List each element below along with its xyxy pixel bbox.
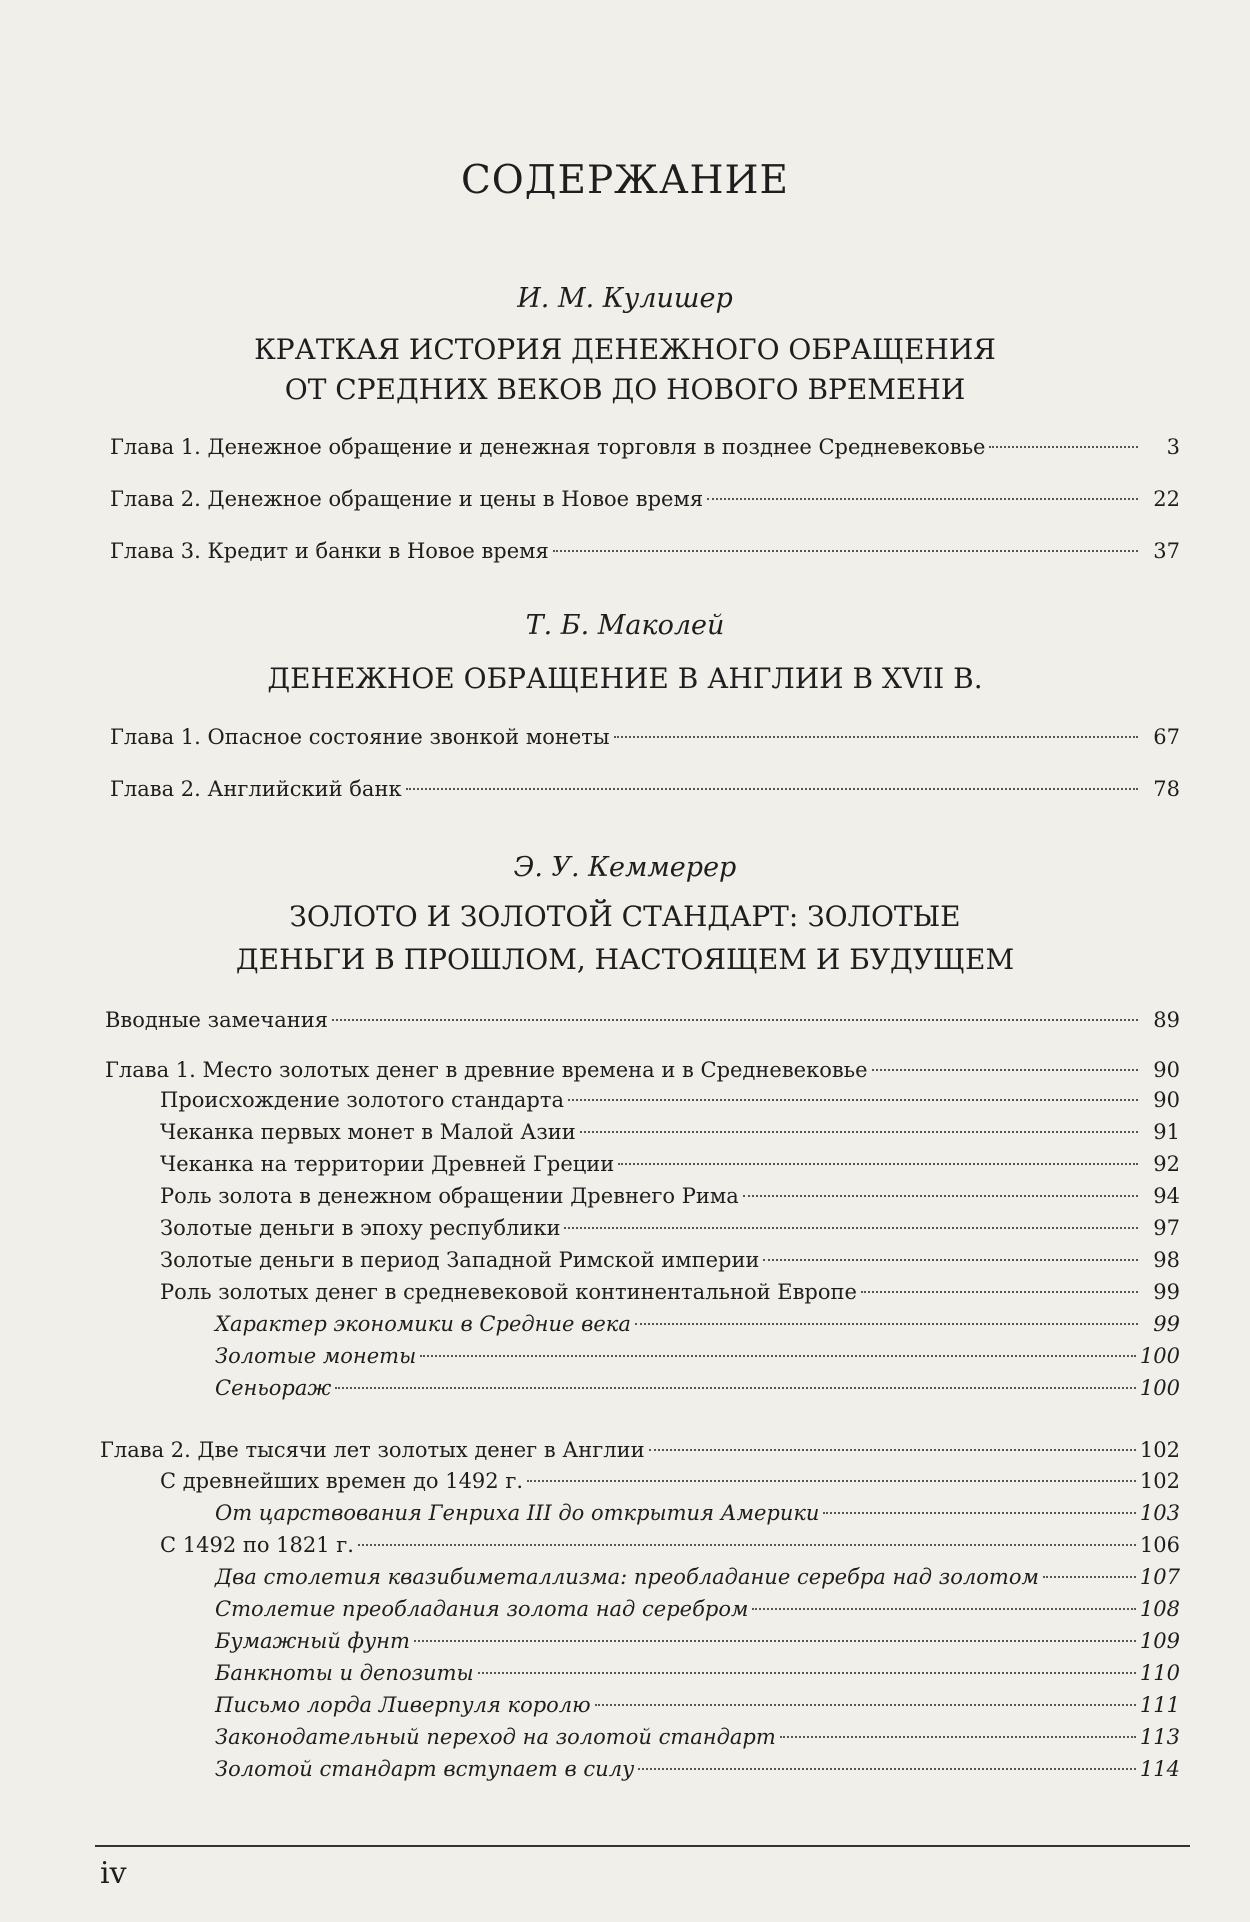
toc-entry-page: 111	[1139, 1693, 1180, 1717]
toc-entry[interactable]	[160, 1245, 1180, 1275]
toc-entry-page: 107	[1139, 1565, 1180, 1589]
footer-rule	[95, 1845, 1190, 1847]
toc-entry-title: С 1492 по 1821 г.	[160, 1533, 354, 1557]
toc-entry[interactable]	[110, 484, 1180, 514]
toc-entry-page: 98	[1153, 1248, 1180, 1272]
toc-entry[interactable]	[110, 774, 1180, 804]
toc-entry-page: 110	[1139, 1661, 1180, 1685]
toc-entry[interactable]	[215, 1341, 1180, 1371]
toc-entry[interactable]	[160, 1181, 1180, 1211]
toc-entry-title: Глава 1. Опасное состояние звонкой монеты	[110, 725, 610, 749]
toc-entry[interactable]	[215, 1498, 1180, 1528]
toc-entry[interactable]	[160, 1117, 1180, 1147]
toc-entry-title: Глава 3. Кредит и банки в Новое время	[110, 539, 549, 563]
toc-entry-title: Вводные замечания	[105, 1008, 329, 1032]
toc-entry[interactable]	[160, 1530, 1180, 1560]
section-heading: ЗОЛОТО И ЗОЛОТОЙ СТАНДАРТ: ЗОЛОТЫЕ	[289, 900, 961, 933]
toc-entry-page: 113	[1139, 1725, 1180, 1749]
toc-entry-page: 91	[1153, 1120, 1180, 1144]
toc-entry-page: 102	[1139, 1438, 1180, 1462]
toc-entry-title: Золотые деньги в эпоху республики	[160, 1216, 561, 1240]
toc-entry[interactable]	[110, 432, 1180, 462]
toc-entry-page: 90	[1153, 1058, 1180, 1082]
toc-entry[interactable]	[215, 1658, 1180, 1688]
toc-entry[interactable]	[215, 1690, 1180, 1720]
toc-entry[interactable]	[215, 1626, 1180, 1656]
toc-entry-page: 99	[1153, 1312, 1180, 1336]
toc-entry[interactable]	[160, 1149, 1180, 1179]
toc-entry-title: Бумажный фунт	[215, 1629, 410, 1653]
toc-entry-title: От царствования Генриха III до открытия Америки	[215, 1501, 820, 1525]
toc-entry-title: С древнейших времен до 1492 г.	[160, 1469, 523, 1493]
toc-entry-page: 67	[1153, 725, 1180, 749]
section-heading: ДЕНЕЖНОЕ ОБРАЩЕНИЕ В АНГЛИИ В XVII В.	[267, 662, 983, 695]
toc-entry-page: 90	[1153, 1088, 1180, 1112]
toc-entry-page: 108	[1139, 1597, 1180, 1621]
toc-entry-page: 89	[1153, 1008, 1180, 1032]
toc-entry-title: Золотые деньги в период Западной Римской империи	[160, 1248, 760, 1272]
toc-entry-page: 106	[1139, 1533, 1180, 1557]
toc-entry[interactable]	[215, 1754, 1180, 1784]
section-heading: КРАТКАЯ ИСТОРИЯ ДЕНЕЖНОГО ОБРАЩЕНИЯ	[254, 333, 996, 366]
toc-entry-page: 103	[1139, 1501, 1180, 1525]
toc-entry-page: 37	[1153, 539, 1180, 563]
toc-entry-title: Золотой стандарт вступает в силу	[215, 1757, 635, 1781]
page-title: СОДЕРЖАНИЕ	[460, 158, 790, 203]
toc-entry-page: 99	[1153, 1280, 1180, 1304]
toc-entry-title: Золотые монеты	[215, 1344, 417, 1368]
section-heading: ОТ СРЕДНИХ ВЕКОВ ДО НОВОГО ВРЕМЕНИ	[284, 373, 966, 406]
toc-entry[interactable]	[105, 1055, 1180, 1085]
toc-entry-title: Глава 2. Денежное обращение и цены в Новое время	[110, 487, 704, 511]
section-author: Э. У. Кеммерер	[513, 852, 737, 883]
toc-entry-title: Столетие преобладания золота над серебром	[215, 1597, 749, 1621]
toc-entry-title: Роль золотых денег в средневековой континентальной Европе	[160, 1280, 857, 1304]
toc-entry[interactable]	[215, 1373, 1180, 1403]
toc-entry[interactable]	[215, 1594, 1180, 1624]
toc-entry[interactable]	[160, 1277, 1180, 1307]
toc-entry[interactable]	[215, 1309, 1180, 1339]
toc-entry-title: Глава 2. Две тысячи лет золотых денег в Англии	[100, 1438, 645, 1462]
toc-entry[interactable]	[110, 722, 1180, 752]
toc-entry-title: Чеканка на территории Древней Греции	[160, 1152, 615, 1176]
toc-entry-page: 114	[1139, 1757, 1180, 1781]
toc-entry-title: Характер экономики в Средние века	[215, 1312, 631, 1336]
toc-entry-title: Глава 1. Место золотых денег в древние времена и в Средневековье	[105, 1058, 868, 1082]
toc-entry[interactable]	[215, 1722, 1180, 1752]
toc-entry-title: Два столетия квазибиметаллизма: преобладание серебра над золотом	[215, 1565, 1039, 1589]
section-author: И. М. Кулишер	[517, 283, 733, 314]
toc-entry[interactable]	[105, 1005, 1180, 1035]
toc-entry[interactable]	[160, 1466, 1180, 1496]
toc-entry[interactable]	[160, 1085, 1180, 1115]
toc-entry-title: Банкноты и депозиты	[215, 1661, 474, 1685]
toc-entry-page: 78	[1153, 777, 1180, 801]
toc-entry-page: 22	[1153, 487, 1180, 511]
toc-entry-page: 94	[1153, 1184, 1180, 1208]
toc-entry-title: Законодательный переход на золотой стандарт	[215, 1725, 776, 1749]
toc-entry[interactable]	[100, 1435, 1180, 1465]
toc-entry-page: 92	[1153, 1152, 1180, 1176]
toc-entry-title: Чеканка первых монет в Малой Азии	[160, 1120, 576, 1144]
toc-entry-page: 102	[1139, 1469, 1180, 1493]
toc-entry-title: Сеньораж	[215, 1376, 332, 1400]
toc-entry-page: 100	[1139, 1376, 1180, 1400]
toc-entry-title: Глава 2. Английский банк	[110, 777, 402, 801]
section-heading: ДЕНЬГИ В ПРОШЛОМ, НАСТОЯЩЕМ И БУДУЩЕМ	[235, 943, 1015, 976]
toc-entry-page: 100	[1139, 1344, 1180, 1368]
toc-entry-title: Глава 1. Денежное обращение и денежная торговля в позднее Средневековье	[110, 435, 986, 459]
toc-entry[interactable]	[215, 1562, 1180, 1592]
toc-entry[interactable]	[110, 536, 1180, 566]
toc-entry-page: 3	[1166, 435, 1180, 459]
toc-entry-title: Происхождение золотого стандарта	[160, 1088, 565, 1112]
toc-entry-page: 97	[1153, 1216, 1180, 1240]
page-number: iv	[100, 1856, 127, 1891]
toc-entry-title: Роль золота в денежном обращении Древнего Рима	[160, 1184, 739, 1208]
toc-entry[interactable]	[160, 1213, 1180, 1243]
section-author: Т. Б. Маколей	[525, 610, 725, 641]
toc-entry-title: Письмо лорда Ливерпуля королю	[215, 1693, 591, 1717]
toc-entry-page: 109	[1139, 1629, 1180, 1653]
